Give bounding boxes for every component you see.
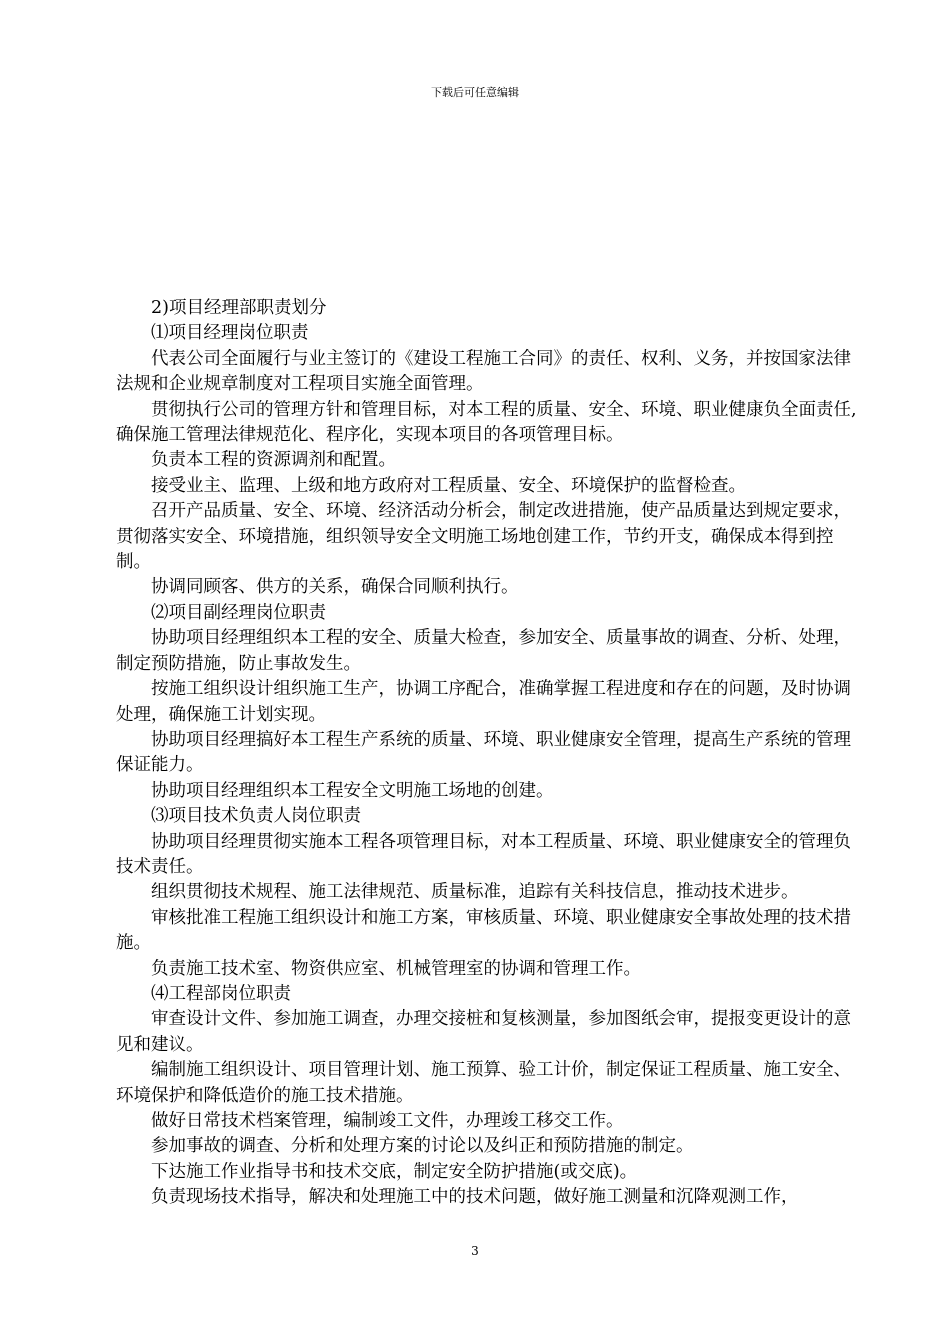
- paragraph: 组织贯彻技术规程、施工法律规范、质量标准，追踪有关科技信息，推动技术进步。: [151, 882, 799, 903]
- paragraph: 协助项目经理贯彻实施本工程各项管理目标，对本工程质量、环境、职业健康安全的管理负技术责任。: [116, 831, 851, 877]
- section-heading: 2)项目经理部职责划分: [151, 298, 327, 318]
- page-number: 3: [471, 1244, 479, 1258]
- document-body: [116, 296, 864, 1211]
- paragraph: 按施工组织设计组织施工生产，协调工序配合，准确掌握工程进度和存在的问题，及时协调处理，确保施工计划实现。: [116, 679, 851, 725]
- paragraph: 协助项目经理搞好本工程生产系统的质量、环境、职业健康安全管理，提高生产系统的管理保证能力。: [116, 729, 851, 776]
- page-header: 下载后可任意编辑: [431, 86, 519, 99]
- subsection-heading: ⑶项目技术负责人岗位职责: [151, 806, 361, 827]
- subsection-heading: ⑵项目副经理岗位职责: [151, 602, 326, 623]
- subsection-heading: ⑷工程部岗位职责: [151, 983, 291, 1004]
- paragraph: 接受业主、监理、上级和地方政府对工程质量、安全、环境保护的监督检查。: [151, 475, 746, 496]
- paragraph: 负责本工程的资源调剂和配置。: [151, 450, 396, 471]
- paragraph: 召开产品质量、安全、环境、经济活动分析会，制定改进措施，使产品质量达到规定要求，贯彻落实安全、环境措施，组织领导安全文明施工场地创建工作，节约开支，确保成本得到控制。: [116, 501, 851, 573]
- paragraph: 参加事故的调查、分析和处理方案的讨论以及纠正和预防措施的制定。: [151, 1136, 694, 1157]
- paragraph: 贯彻执行公司的管理方针和管理目标，对本工程的质量、安全、环境、职业健康负全面责任,确保施工管理法律规范化、程序化，实现本项目的各项管理目标。: [116, 399, 857, 446]
- paragraph: 编制施工组织设计、项目管理计划、施工预算、验工计价，制定保证工程质量、施工安全、环境保护和降低造价的施工技术措施。: [116, 1060, 851, 1106]
- paragraph: 负责施工技术室、物资供应室、机械管理室的协调和管理工作。: [151, 958, 641, 979]
- paragraph: 审核批准工程施工组织设计和施工方案，审核质量、环境、职业健康安全事故处理的技术措施。: [116, 907, 851, 954]
- paragraph: 协助项目经理组织本工程安全文明施工场地的创建。: [151, 780, 554, 801]
- paragraph: 负责现场技术指导，解决和处理施工中的技术问题，做好施工测量和沉降观测工作，: [151, 1187, 799, 1208]
- paragraph: 审查设计文件、参加施工调查，办理交接桩和复核测量，参加图纸会审，提报变更设计的意见和建议。: [116, 1009, 851, 1055]
- subsection-heading: ⑴项目经理岗位职责: [151, 323, 309, 344]
- paragraph: 协调同顾客、供方的关系，确保合同顺利执行。: [151, 577, 519, 598]
- paragraph: 下达施工作业指导书和技术交底，制定安全防护措施(或交底)。: [151, 1161, 638, 1182]
- paragraph: 做好日常技术档案管理，编制竣工文件，办理竣工移交工作。: [151, 1111, 624, 1131]
- paragraph: 协助项目经理组织本工程的安全、质量大检查，参加安全、质量事故的调查、分析、处理，制定预防措施，防止事故发生。: [116, 628, 851, 674]
- paragraph: 代表公司全面履行与业主签订的《建设工程施工合同》的责任、权利、义务，并按国家法律法规和企业规章制度对工程项目实施全面管理。: [116, 348, 851, 395]
